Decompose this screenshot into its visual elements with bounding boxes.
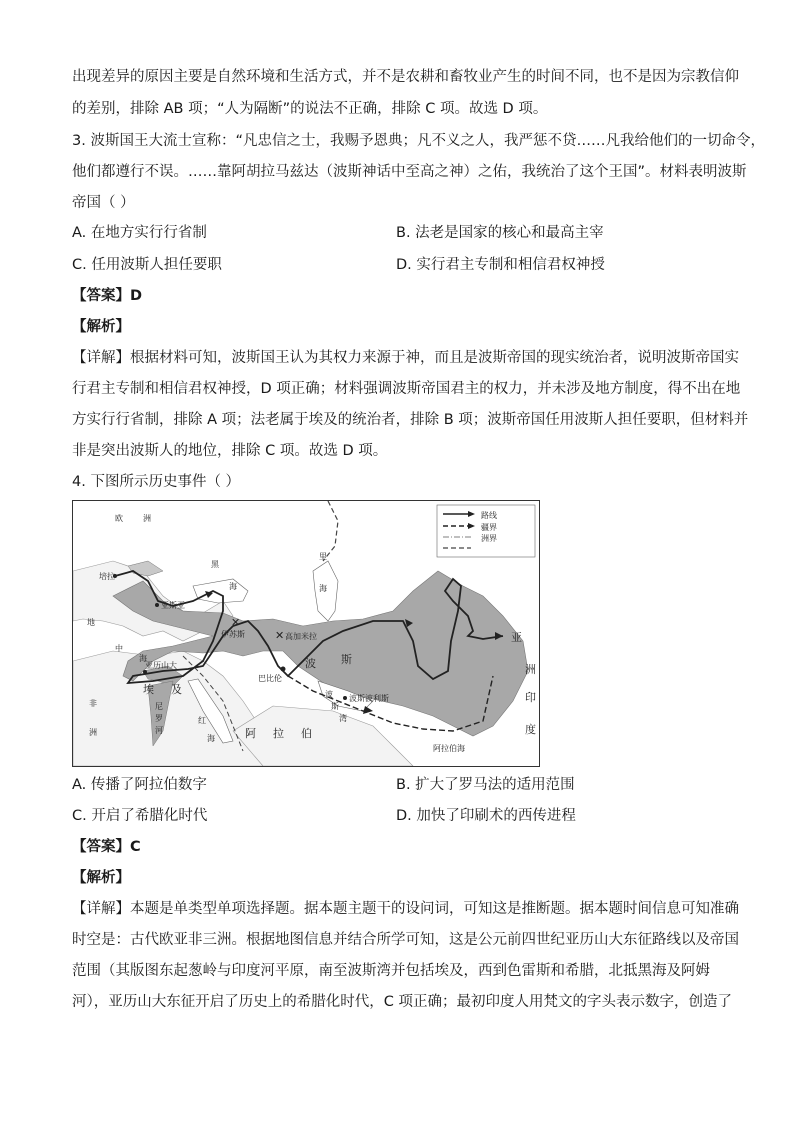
q4-detail-line-4: 河），亚历山大东征开启了历史上的希腊化时代，C 项正确；最初印度人用梵文的字头表示数字，创造了 (72, 994, 732, 1010)
label-nile-2: 罗 (155, 714, 163, 723)
q4-option-a: A. 传播了阿拉伯数字 (72, 777, 207, 793)
label-europe-2: 洲 (143, 514, 151, 523)
q4-detail-line-2: 时空是：古代欧亚非三洲。根据地图信息并结合所学可知，这是公元前四世纪亚历山大东征路线以及帝国 (72, 932, 739, 948)
label-arabia-3: 伯 (301, 727, 312, 740)
label-troy: 亚斯亚 (161, 601, 185, 610)
q3-option-b: B. 法老是国家的核心和最高主宰 (396, 225, 604, 241)
q4-option-c: C. 开启了希腊化时代 (72, 808, 208, 824)
q3-stem-line-3: 帝国（ ） (72, 195, 135, 211)
label-gaugamela: 高加米拉 (285, 632, 317, 641)
q4-answer: 【答案】C (72, 839, 141, 855)
q4-detail-line-1: 【详解】本题是单类型单项选择题。据本题主题干的设问词，可知这是推断题。据本题时间信息可知准确 (72, 901, 739, 917)
label-persia-bo: 波 (305, 657, 316, 670)
label-persia-si: 斯 (341, 653, 352, 666)
q3-detail-line-1: 【详解】根据材料可知，波斯国王认为其权力来源于神，而且是波斯帝国的现实统治者，说明波斯帝国实 (72, 350, 739, 366)
legend-route: 路线 (481, 511, 497, 520)
label-arabia-1: 阿 (245, 727, 256, 740)
q3-option-c: C. 任用波斯人担任要职 (72, 257, 222, 273)
label-sea-zhong: 中 (115, 644, 123, 653)
q4-analysis-heading: 【解析】 (72, 870, 130, 886)
label-caspian-hai: 海 (319, 584, 327, 593)
q3-detail-line-4: 非是突出波斯人的地位，排除 C 项。故选 D 项。 (72, 443, 388, 459)
label-egypt-1: 埃 (143, 683, 154, 696)
q4-option-b: B. 扩大了罗马法的适用范围 (396, 777, 575, 793)
prev-explanation-line-2: 的差别，排除 AB 项；“人为隔断”的说法不正确，排除 C 项。故选 D 项。 (72, 101, 548, 117)
label-india-1: 印 (525, 691, 536, 704)
label-egypt-2: 及 (171, 683, 182, 696)
label-alexandria: 亚历山大 (145, 661, 177, 670)
prev-explanation-line-1: 出现差异的原因主要是自然环境和生活方式，并不是农耕和畜牧业产生的时间不同，也不是因为宗教信仰 (72, 69, 739, 85)
legend-border: 疆界 (481, 523, 497, 532)
label-persepolis: 波斯波利斯 (349, 694, 389, 703)
label-babylon: 巴比伦 (258, 674, 282, 683)
legend-continent: 洲界 (481, 534, 497, 543)
q3-answer: 【答案】D (72, 288, 143, 304)
q3-analysis-heading: 【解析】 (72, 319, 130, 335)
label-sea-hai: 海 (139, 654, 147, 663)
q3-stem-line-2: 他们都遵行不误。……靠阿胡拉马兹达（波斯神话中至高之神）之佑，我统治了这个王国”。材料表明波斯 (72, 164, 747, 180)
label-arabia-2: 拉 (273, 727, 284, 740)
label-asia-1: 亚 (511, 631, 522, 644)
q3-option-a: A. 在地方实行行省制 (72, 225, 207, 241)
label-africa-2: 洲 (89, 728, 97, 737)
label-gulf-3: 湾 (339, 714, 347, 723)
q3-option-d: D. 实行君主专制和相信君权神授 (396, 257, 605, 273)
q4-stem: 4. 下图所示历史事件（ ） (72, 474, 241, 490)
label-arabian-sea: 阿拉伯海 (433, 744, 465, 753)
label-red-sea-1: 红 (198, 716, 206, 725)
label-africa-1: 非 (89, 699, 97, 708)
label-pella: 培拉 (99, 572, 115, 581)
q4-option-d: D. 加快了印刷术的西传进程 (396, 808, 576, 824)
label-black-2: 海 (229, 582, 237, 591)
label-india-2: 度 (525, 723, 536, 736)
label-black-1: 黑 (211, 560, 219, 569)
q3-detail-line-2: 行君主专制和相信君权神授，D 项正确；材料强调波斯帝国君主的权力，并未涉及地方制度，得不出在地 (72, 381, 741, 397)
label-gulf-1: 波 (325, 690, 333, 699)
label-asia-2: 洲 (525, 663, 536, 676)
label-red-sea-2: 海 (207, 734, 215, 743)
label-nile-1: 尼 (155, 702, 163, 711)
label-nile-3: 河 (155, 726, 163, 735)
q3-detail-line-3: 方实行行省制，排除 A 项；法老属于埃及的统治者，排除 B 项；波斯帝国任用波斯人担任要职，但材料并 (72, 412, 749, 428)
label-europe-1: 欧 (115, 514, 123, 523)
q3-stem-line-1: 3. 波斯国王大流士宣称：“凡忠信之士，我赐予恩典；凡不义之人，我严惩不贷……凡我给他们的一切命令， (72, 133, 765, 149)
label-caspian-li: 里 (319, 552, 327, 561)
label-issus: 伊苏斯 (221, 630, 245, 639)
q4-detail-line-3: 范围（其版图东起葱岭与印度河平原，南至波斯湾并包括埃及，西到色雷斯和希腊，北抵黑海及阿姆 (72, 963, 710, 979)
svg-text:✕: ✕ (275, 629, 285, 642)
label-sea-di: 地 (87, 618, 95, 627)
label-gulf-2: 斯 (331, 702, 339, 711)
alexander-campaign-map (72, 500, 540, 767)
svg-text:✕: ✕ (231, 616, 241, 629)
